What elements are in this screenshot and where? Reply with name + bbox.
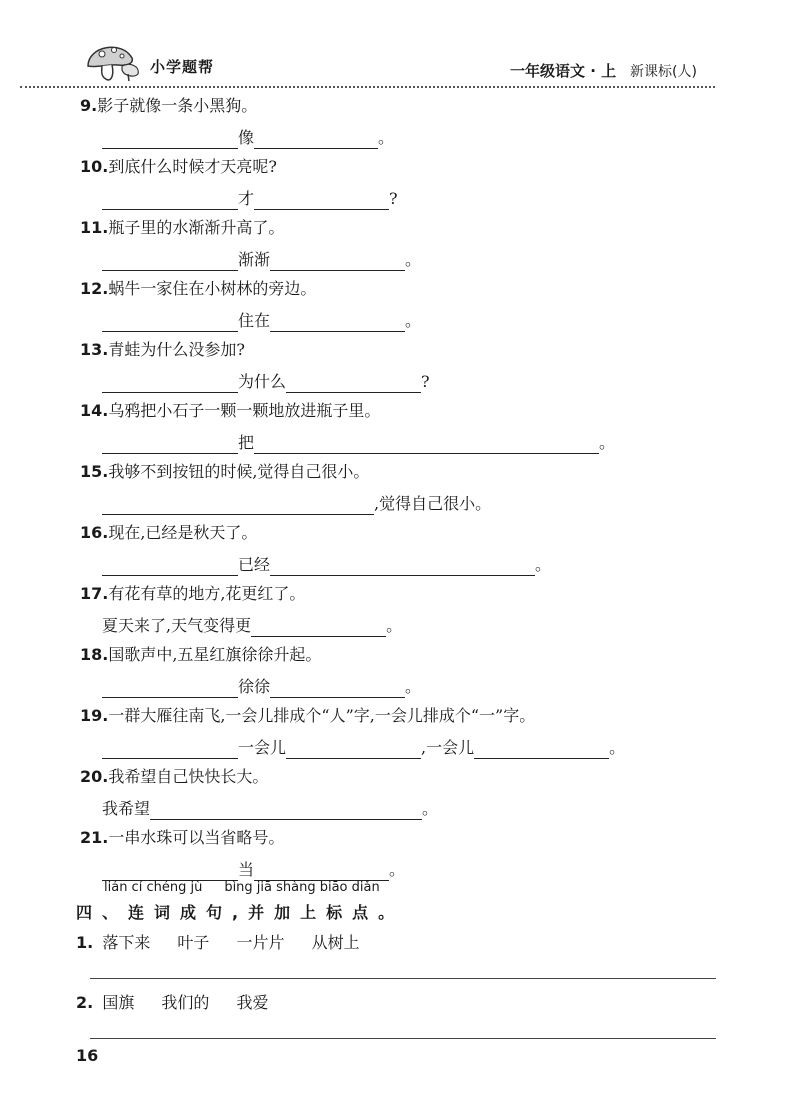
question-18 [80,644,321,666]
answer-word: ,一会儿 [421,738,475,757]
answer-row-9 [102,127,394,149]
question-19 [80,705,535,727]
question-number: 17. [80,584,109,603]
answer-blank[interactable] [150,801,422,820]
question-text: 乌鸦把小石子一颗一颗地放进瓶子里。 [108,401,381,420]
answer-row-12 [102,310,421,332]
answer-blank[interactable] [102,374,238,393]
page-number: 16 [76,1046,99,1065]
answer-blank[interactable] [286,374,421,393]
answer-word: 才 [238,189,255,208]
answer-blank[interactable] [102,435,238,454]
answer-line[interactable] [90,978,716,979]
edition-label: 新课标(人) [630,64,697,80]
answer-punct: 。 [405,677,422,696]
pinyin-group: lián cí chéng jù [104,880,203,895]
answer-blank[interactable] [102,557,238,576]
answer-row-19 [102,737,625,759]
word-card: 从树上 [311,933,360,952]
section-pinyin [104,880,380,895]
answer-row-17 [102,615,402,637]
answer-word: 当 [238,860,255,879]
question-text: 我希望自己快快长大。 [108,767,269,786]
answer-blank[interactable] [270,252,405,271]
answer-word: 徐徐 [238,677,271,696]
answer-row-16 [102,554,551,576]
question-number: 19. [80,706,109,725]
answer-row-15 [102,493,491,515]
word-card: 我们的 [161,993,210,1012]
answer-punct: ? [421,372,430,391]
answer-word: 住在 [238,311,271,330]
header-divider [20,86,715,88]
answer-word: 一会儿 [238,738,287,757]
answer-blank[interactable] [254,130,378,149]
question-number: 12. [80,279,109,298]
question-text: 青蛙为什么没参加? [108,340,245,359]
answer-punct: 。 [405,250,422,269]
question-21 [80,827,284,849]
mushroom-logo-icon [82,36,144,84]
question-15 [80,461,369,483]
question-11 [80,217,284,239]
question-14 [80,400,380,422]
answer-blank[interactable] [254,862,389,881]
question-20 [80,766,268,788]
answer-word: 把 [238,433,255,452]
answer-row-11 [102,249,421,271]
question-text: 有花有草的地方,花更红了。 [108,584,306,603]
question-text: 到底什么时候才天亮呢? [108,157,277,176]
answer-punct: 。 [609,738,626,757]
answer-row-20 [102,798,438,820]
answer-word: 为什么 [238,372,287,391]
answer-blank[interactable] [254,191,389,210]
answer-punct: 。 [535,555,552,574]
answer-blank[interactable] [102,191,238,210]
question-16 [80,522,257,544]
answer-blank[interactable] [102,313,238,332]
answer-blank[interactable] [270,679,405,698]
answer-word: 像 [238,128,255,147]
answer-blank[interactable] [102,740,238,759]
page-header [0,0,790,92]
answer-punct: 。 [386,616,403,635]
question-text: 影子就像一条小黑狗。 [97,96,258,115]
question-text: 瓶子里的水渐渐升高了。 [108,218,285,237]
answer-punct: ? [389,189,398,208]
brand-title: 小学题帮 [150,58,215,76]
word-card: 叶子 [177,933,210,952]
question-number: 16. [80,523,109,542]
task-number: 1. [76,933,94,952]
answer-blank[interactable] [474,740,609,759]
answer-word: 渐渐 [238,250,271,269]
answer-line[interactable] [90,1038,716,1039]
question-text: 现在,已经是秋天了。 [108,523,258,542]
question-text: 一群大雁往南飞,一会儿排成个“人”字,一会儿排成个“一”字。 [108,706,536,725]
answer-blank[interactable] [270,313,405,332]
question-17 [80,583,305,605]
question-10 [80,156,277,178]
answer-word: 夏天来了,天气变得更 [102,616,252,635]
answer-punct: 。 [422,799,439,818]
word-card: 我爱 [236,993,269,1012]
question-text: 蜗牛一家住在小树林的旁边。 [108,279,317,298]
answer-row-14 [102,432,615,454]
word-card: 一片片 [236,933,285,952]
answer-word: 已经 [238,555,271,574]
answer-row-18 [102,676,421,698]
answer-punct: 。 [599,433,616,452]
answer-blank[interactable] [102,496,374,515]
question-9 [80,95,257,117]
word-card: 落下来 [102,933,151,952]
answer-row-10 [102,188,398,210]
task-1 [76,930,382,953]
question-12 [80,278,316,300]
answer-blank[interactable] [102,252,238,271]
question-text: 一串水珠可以当省略号。 [108,828,285,847]
answer-word: ,觉得自己很小。 [374,494,492,513]
answer-punct: 。 [405,311,422,330]
answer-blank[interactable] [270,557,535,576]
answer-blank[interactable] [254,435,599,454]
question-number: 15. [80,462,109,481]
question-13 [80,339,245,361]
task-2 [76,990,291,1013]
question-number: 11. [80,218,109,237]
question-number: 13. [80,340,109,359]
answer-punct: 。 [389,860,406,879]
pinyin-group: bìng jiā shàng biāo diǎn [224,880,380,895]
answer-word: 我希望 [102,799,151,818]
question-number: 14. [80,401,109,420]
question-number: 21. [80,828,109,847]
answer-row-13 [102,371,430,393]
answer-blank[interactable] [251,618,386,637]
task-number: 2. [76,993,94,1012]
grade-label: 一年级语文 · 上 [510,62,617,80]
answer-blank[interactable] [286,740,421,759]
question-number: 10. [80,157,109,176]
answer-blank[interactable] [102,862,238,881]
section-title: 四、连词成句,并加上标点。 [76,903,405,922]
answer-blank[interactable] [102,130,238,149]
answer-punct: 。 [378,128,395,147]
question-text: 我够不到按钮的时候,觉得自己很小。 [108,462,370,481]
answer-blank[interactable] [102,679,238,698]
word-card: 国旗 [102,993,135,1012]
question-number: 20. [80,767,109,786]
question-text: 国歌声中,五星红旗徐徐升起。 [108,645,322,664]
question-number: 9. [80,96,98,115]
answer-row-21 [102,859,405,881]
question-number: 18. [80,645,109,664]
